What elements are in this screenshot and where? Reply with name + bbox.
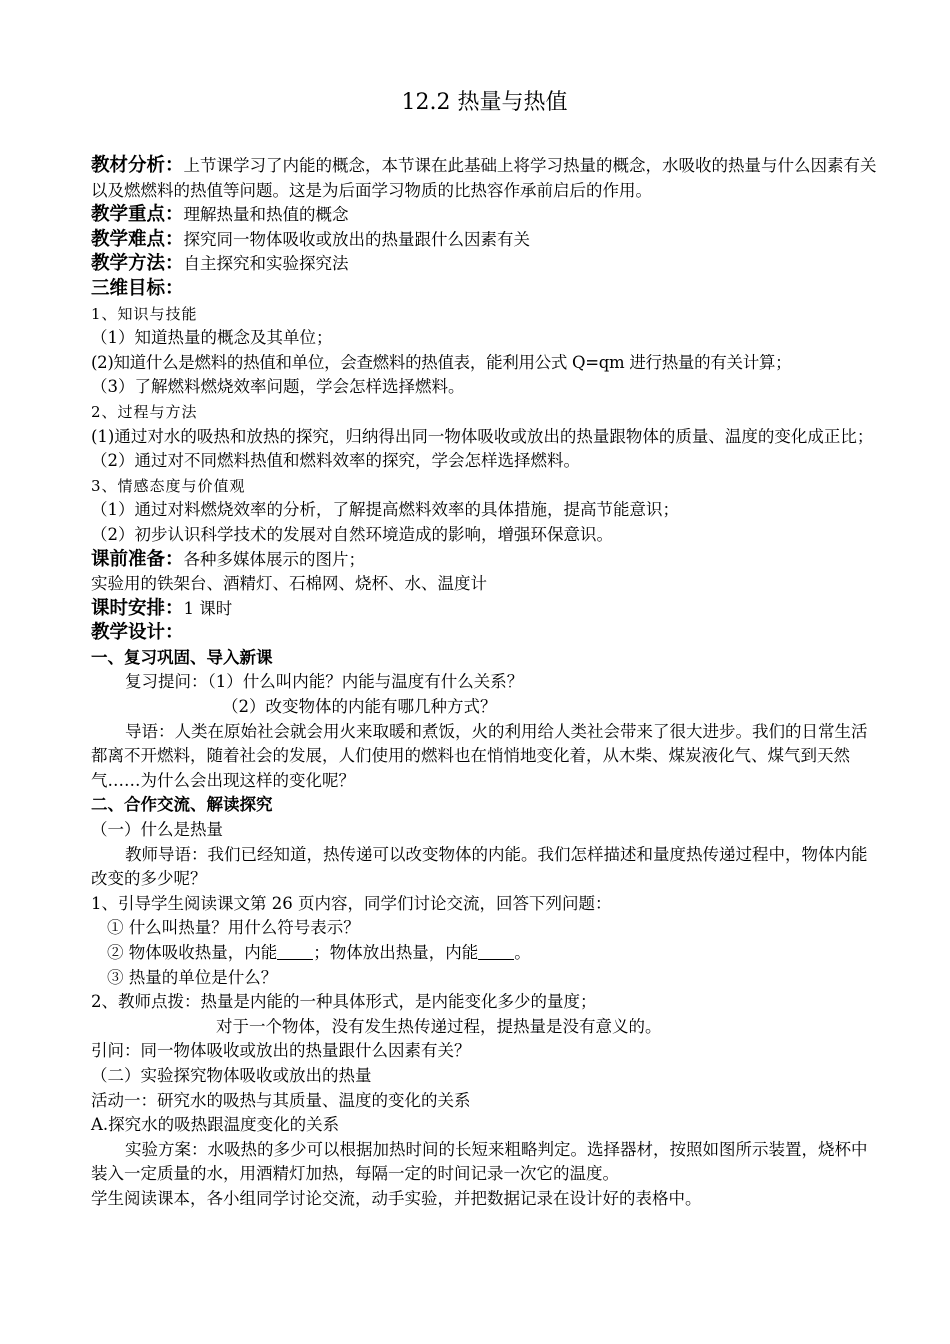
- question-2-part-b: ；物体放出热量，内能: [313, 943, 479, 962]
- page-title: 12.2 热量与热值: [401, 90, 568, 115]
- schedule-line: [91, 597, 878, 622]
- key-point-label: 教学重点：: [91, 204, 184, 226]
- question-2: [91, 941, 878, 966]
- prep-text: 各种多媒体展示的图片；: [183, 549, 366, 569]
- analysis-label: 教材分析：: [91, 155, 184, 176]
- answer-blank-2: [478, 943, 514, 960]
- teacher-tip-2: 对于一个物体，没有发生热传递过程，提热量是没有意义的。: [216, 1016, 662, 1036]
- goal-process-1: (1)通过对水的吸热和放热的探究，归纳得出同一物体吸收或放出的热量跟物体的质量、温度的变化成正比；: [91, 426, 874, 446]
- question-2-part-c: 。: [514, 943, 531, 962]
- activity-1-heading: 活动一：研究水的吸热与其质量、温度的变化的关系: [91, 1090, 471, 1110]
- review-question-2: （2）改变物体的内能有哪几种方式？: [222, 697, 497, 717]
- goal-knowledge-3: （3）了解燃料燃烧效率问题，学会怎样选择燃料。: [91, 377, 465, 397]
- reading-instruction: 1、引导学生阅读课文第 26 页内容，同学们讨论交流，回答下列问题：: [91, 893, 612, 913]
- goal-emotion-1: （1）通过对料燃烧效率的分析，了解提高燃料效率的具体措施，提高节能意识；: [91, 500, 679, 520]
- goal-process-heading: 2、过程与方法: [91, 402, 198, 421]
- difficulty-text: 探究同一物体吸收或放出的热量跟什么因素有关: [183, 229, 531, 249]
- goal-knowledge-2: (2)知道什么是燃料的热值和单位，会查燃料的热值表，能利用公式 Q=qm 进行热量的有关计算；: [91, 352, 792, 372]
- answer-blank-1: [277, 943, 313, 960]
- key-point-line: [91, 203, 878, 228]
- schedule-label: 课时安排：: [91, 597, 184, 619]
- goal-emotion-2: （2）初步认识科学技术的发展对自然环境造成的影响，增强环保意识。: [91, 524, 613, 544]
- schedule-text: 1 课时: [183, 598, 233, 618]
- teacher-guide-paragraph: 教师导语：我们已经知道，热传递可以改变物体的内能。我们怎样描述和量度热传递过程中，物体内能改变的多少呢？: [91, 844, 868, 889]
- goal-knowledge-heading: 1、知识与技能: [91, 304, 198, 323]
- method-label: 教学方法：: [91, 253, 184, 275]
- section-2-heading: 二、合作交流、解读探究: [91, 795, 273, 815]
- question-1: ① 什么叫热量？用什么符号表示？: [107, 918, 360, 938]
- analysis-paragraph: [91, 154, 878, 203]
- review-question-1: 复习提问：（1）什么叫内能？内能与温度有什么关系？: [125, 672, 524, 692]
- prep-label: 课前准备：: [91, 548, 184, 570]
- subsection-1-heading: （一）什么是热量: [91, 820, 223, 840]
- lead-question: 引问：同一物体吸收或放出的热量跟什么因素有关？: [91, 1041, 471, 1061]
- analysis-text: 上节课学习了内能的概念，本节课在此基础上将学习热量的概念，水吸收的热量与什么因素有关以及燃燃料的热值等问题。这是为后面学习物质的比热容作承前启后的作用。: [91, 156, 877, 200]
- goal-knowledge-1: （1）知道热量的概念及其单位；: [91, 328, 333, 348]
- experiment-plan-paragraph: 实验方案：水吸热的多少可以根据加热时间的长短来粗略判定。选择器材，按照如图所示装置，烧杯中装入一定质量的水，用酒精灯加热，每隔一定的时间记录一次它的温度。: [91, 1139, 868, 1184]
- goal-process-2: （2）通过对不同燃料热值和燃料效率的探究，学会怎样选择燃料。: [91, 451, 580, 471]
- goal-emotion-heading: 3、情感态度与价值观: [91, 476, 246, 495]
- student-activity-line: 学生阅读课本，各小组同学讨论交流，动手实验，并把数据记录在设计好的表格中。: [91, 1188, 702, 1208]
- teacher-tip-1: 2、教师点拨：热量是内能的一种具体形式，是内能变化多少的量度；: [91, 992, 597, 1012]
- question-2-part-a: ② 物体吸收热量，内能: [107, 943, 278, 962]
- key-point-text: 理解热量和热值的概念: [183, 205, 349, 225]
- prep-equipment: 实验用的铁架台、酒精灯、石棉网、烧杯、水、温度计: [91, 574, 487, 594]
- intro-paragraph: 导语：人类在原始社会就会用火来取暖和煮饭，火的利用给人类社会带来了很大进步。我们的日常生活都离不开燃料，随着社会的发展，人们使用的燃料也在悄悄地变化着，从木柴、煤炭液化气、煤气到天然气……为什么会出现这样的变化呢？: [91, 721, 868, 790]
- part-a-heading: A.探究水的吸热跟温度变化的关系: [91, 1115, 340, 1135]
- method-line: [91, 252, 878, 277]
- section-1-heading: 一、复习巩固、导入新课: [91, 647, 273, 667]
- difficulty-label: 教学难点：: [91, 228, 184, 250]
- method-text: 自主探究和实验探究法: [183, 254, 349, 274]
- design-label: 教学设计：: [91, 622, 184, 644]
- subsection-2-heading: （二）实验探究物体吸收或放出的热量: [91, 1065, 372, 1085]
- question-3: ③ 热量的单位是什么？: [107, 967, 278, 987]
- prep-line: [91, 548, 878, 573]
- difficulty-line: [91, 228, 878, 253]
- goals-label: 三维目标：: [91, 277, 184, 299]
